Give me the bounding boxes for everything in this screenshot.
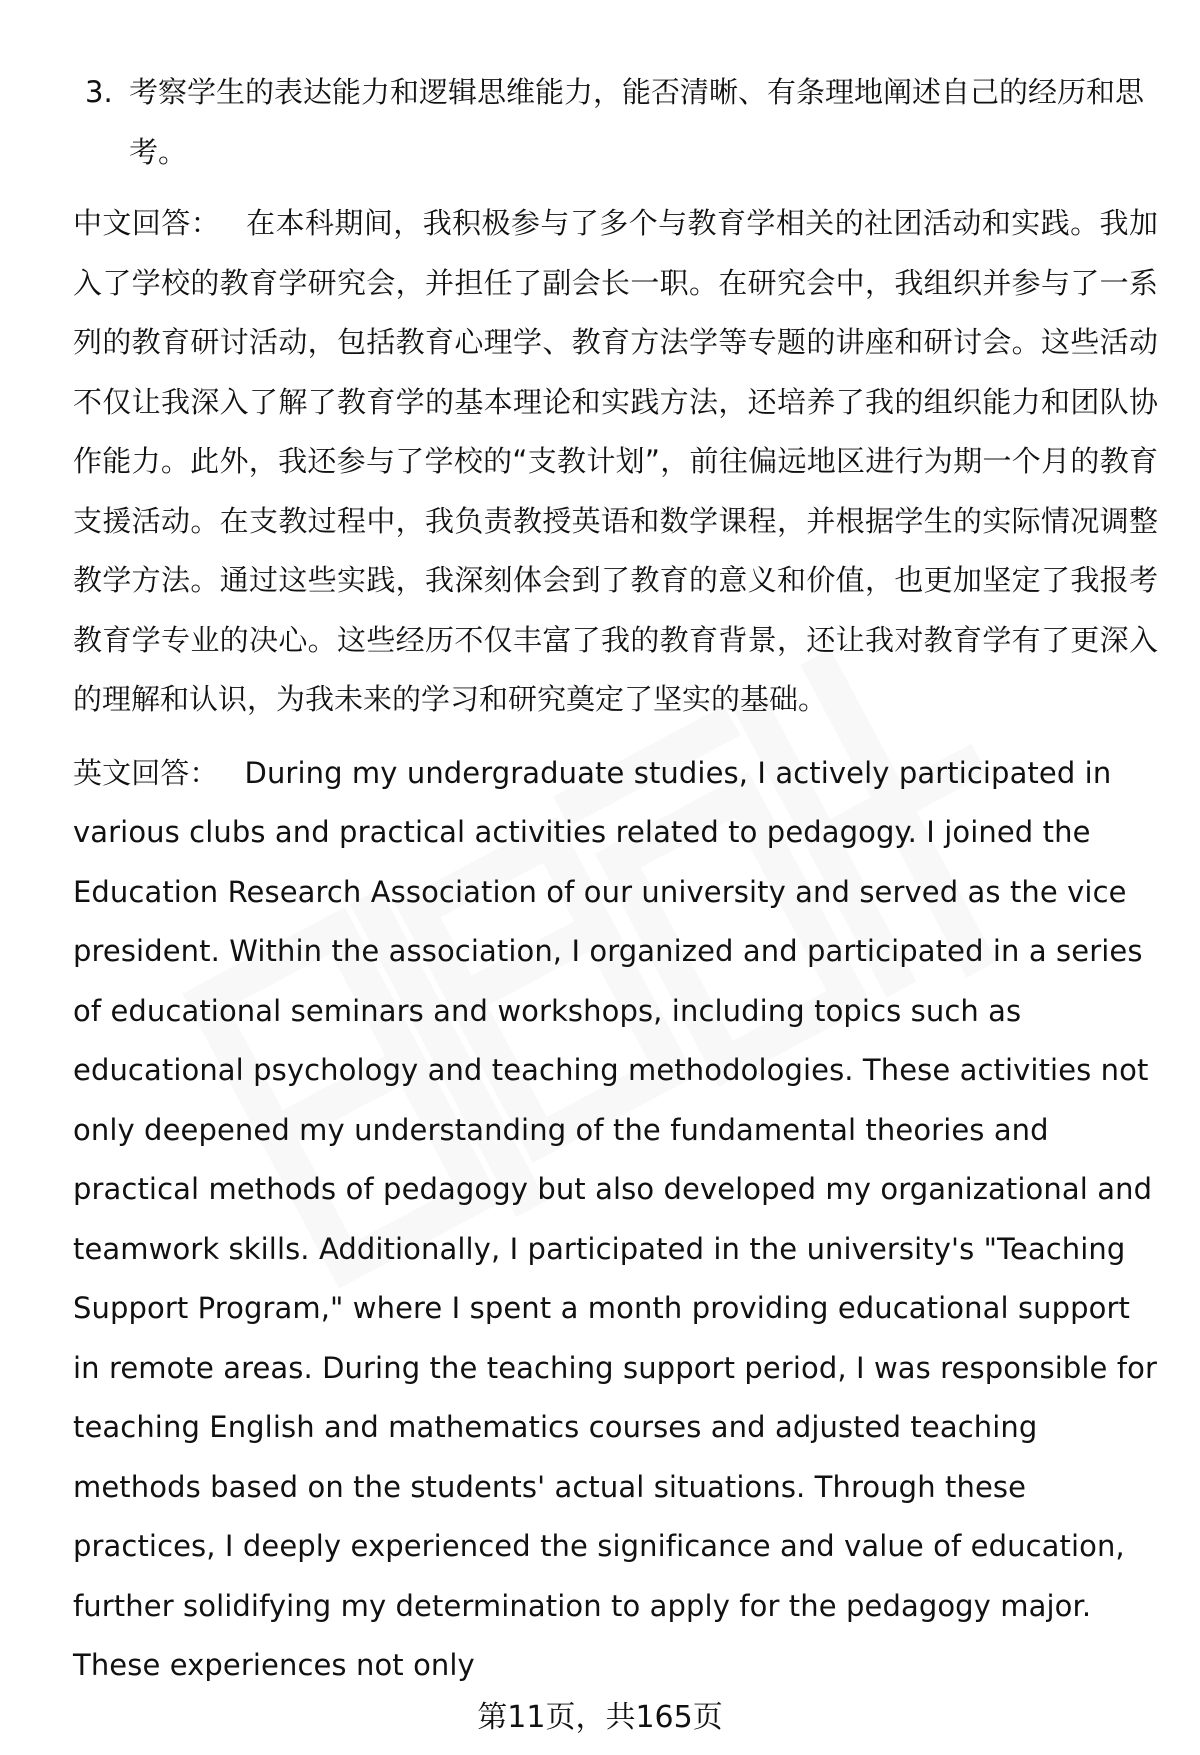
chinese-answer-text: 在本科期间，我积极参与了多个与教育学相关的社团活动和实践。我加入了学校的教育学研究会，并担任了副会长一职。在研究会中，我组织并参与了一系列的教育研讨活动，包括教育心理学、教育方法学等专题的讲座和研讨会。这些活动不仅让我深入了解了教育学的基本理论和实践方法，还培养了我的组织能力和团队协作能力。此外，我还参与了学校的“支教计划”，前往偏远地区进行为期一个月的教育支援活动。在支教过程中，我负责教授英语和数学课程，并根据学生的实际情况调整教学方法。通过这些实践，我深刻体会到了教育的意义和价值，也更加坚定了我报考教育学专业的决心。这些经历不仅丰富了我的教育背景，还让我对教育学有了更深入的理解和认识，为我未来的学习和研究奠定了坚实的基础。 [73, 206, 1158, 716]
chinese-answer [73, 194, 1158, 730]
english-answer-text: During my undergraduate studies, I actively participated in various clubs and practical activities related to pedagogy. I joined the Education Research Association of our university and served as the vice president. Within the association, I organized and participated in a series of educational seminars and workshops, including topics such as educational psychology and teaching methodologies. These activities not only deepened my understanding of the fundamental theories and practical methods of pedagogy but also developed my organizational and teamwork skills. Additionally, I participated in the university's "Teaching Support Program," where I spent a month providing educational support in remote areas. During the teaching support period, I was responsible for teaching English and mathematics courses and adjusted teaching methods based on the students' actual situations. Through these practices, I deeply experienced the significance and value of education, further solidifying my determination to apply for the pedagogy major. These experiences not only [73, 755, 1157, 1682]
chinese-answer-label: 中文回答： [73, 206, 221, 240]
document-body [73, 62, 1158, 1696]
english-answer [73, 744, 1158, 1696]
english-answer-label: 英文回答： [73, 755, 219, 790]
question-item [73, 62, 1158, 182]
page-footer: 第11页，共165页 [477, 1700, 723, 1735]
question-number: 3. [85, 75, 113, 109]
question-text: 考察学生的表达能力和逻辑思维能力，能否清晰、有条理地阐述自己的经历和思考。 [129, 75, 1145, 169]
